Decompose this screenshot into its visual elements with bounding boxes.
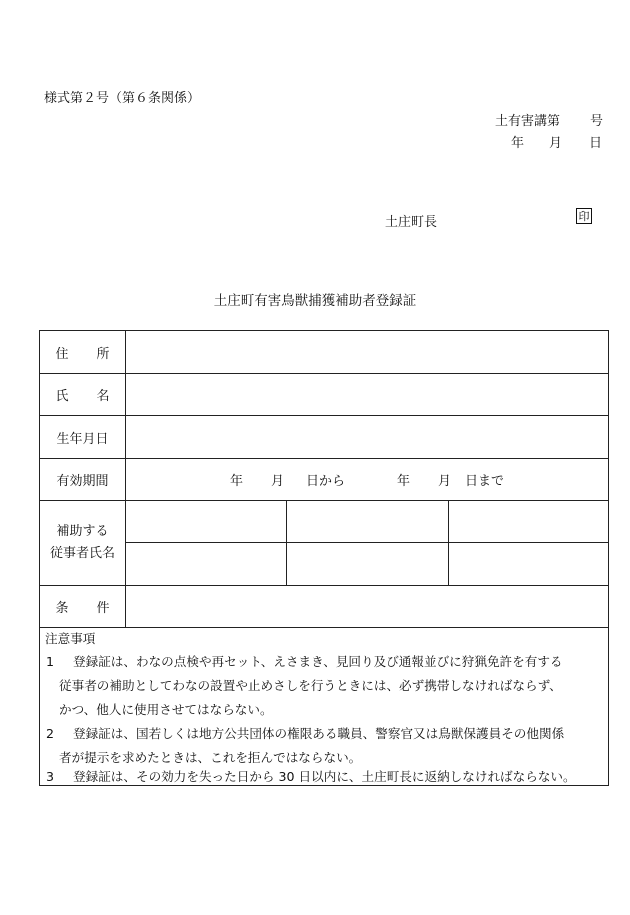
- notes-section: [39, 626, 609, 786]
- note-line: 登録証は、その効力を失った日から 30 日以内に、土庄町長に返納しなければならない。: [73, 769, 576, 784]
- assistant-row-2: [40, 543, 609, 586]
- note-line: かつ、他人に使用させてはならない。: [59, 702, 273, 717]
- date-month: 月: [549, 136, 563, 151]
- assistant-name-cell[interactable]: [126, 501, 287, 543]
- name-row: [40, 374, 609, 416]
- issuer-name: 土庄町長: [385, 215, 438, 230]
- issue-date: [511, 132, 602, 151]
- form-number: 様式第２号（第６条関係）: [44, 91, 201, 106]
- note-line: 登録証は、国若しくは地方公共団体の権限ある職員、警察官又は鳥獣保護員その他関係: [73, 726, 565, 741]
- validity-label: 有効期間: [40, 459, 126, 501]
- name-label: 氏 名: [40, 374, 126, 416]
- note-line: 者が提示を求めたときは、これを拒んではならない。: [59, 750, 362, 765]
- note-number: 3: [46, 769, 55, 784]
- birthdate-label: 生年月日: [40, 416, 126, 459]
- registration-table: [39, 330, 609, 628]
- document-number: [495, 110, 603, 129]
- assistant-name-cell[interactable]: [126, 543, 287, 586]
- name-field[interactable]: [126, 374, 609, 416]
- conditions-row: [40, 586, 609, 628]
- address-row: [40, 331, 609, 374]
- note-number: 2: [46, 726, 55, 741]
- date-day: 日: [589, 136, 603, 151]
- document-title: 土庄町有害鳥獣捕獲補助者登録証: [213, 293, 417, 309]
- address-label: 住 所: [40, 331, 126, 374]
- note-number: 1: [46, 654, 55, 669]
- note-line: 登録証は、わなの点検や再セット、えさまき、見回り及び通報並びに狩猟免許を有する: [73, 654, 563, 669]
- seal-mark: 印: [576, 208, 592, 224]
- assistant-name-cell[interactable]: [449, 501, 609, 543]
- document-number-prefix: 土有害講第: [495, 114, 561, 129]
- note-line: 従事者の補助としてわなの設置や止めさしを行うときには、必ず携帯しなければならず、: [59, 678, 562, 693]
- document-number-suffix: 号: [590, 114, 604, 129]
- assistant-name-cell[interactable]: [287, 501, 449, 543]
- assistant-row-1: [40, 501, 609, 543]
- address-field[interactable]: [126, 331, 609, 374]
- assistant-label: 補助する 従事者氏名: [40, 501, 126, 586]
- assistant-name-cell[interactable]: [449, 543, 609, 586]
- validity-row: [40, 459, 609, 501]
- validity-field[interactable]: 年 月 日から 年 月 日まで: [126, 459, 609, 501]
- notes-heading: 注意事項: [45, 631, 96, 646]
- date-year: 年: [511, 136, 525, 151]
- conditions-label: 条 件: [40, 586, 126, 628]
- assistant-name-cell[interactable]: [287, 543, 449, 586]
- birthdate-field[interactable]: [126, 416, 609, 459]
- birthdate-row: [40, 416, 609, 459]
- conditions-field[interactable]: [126, 586, 609, 628]
